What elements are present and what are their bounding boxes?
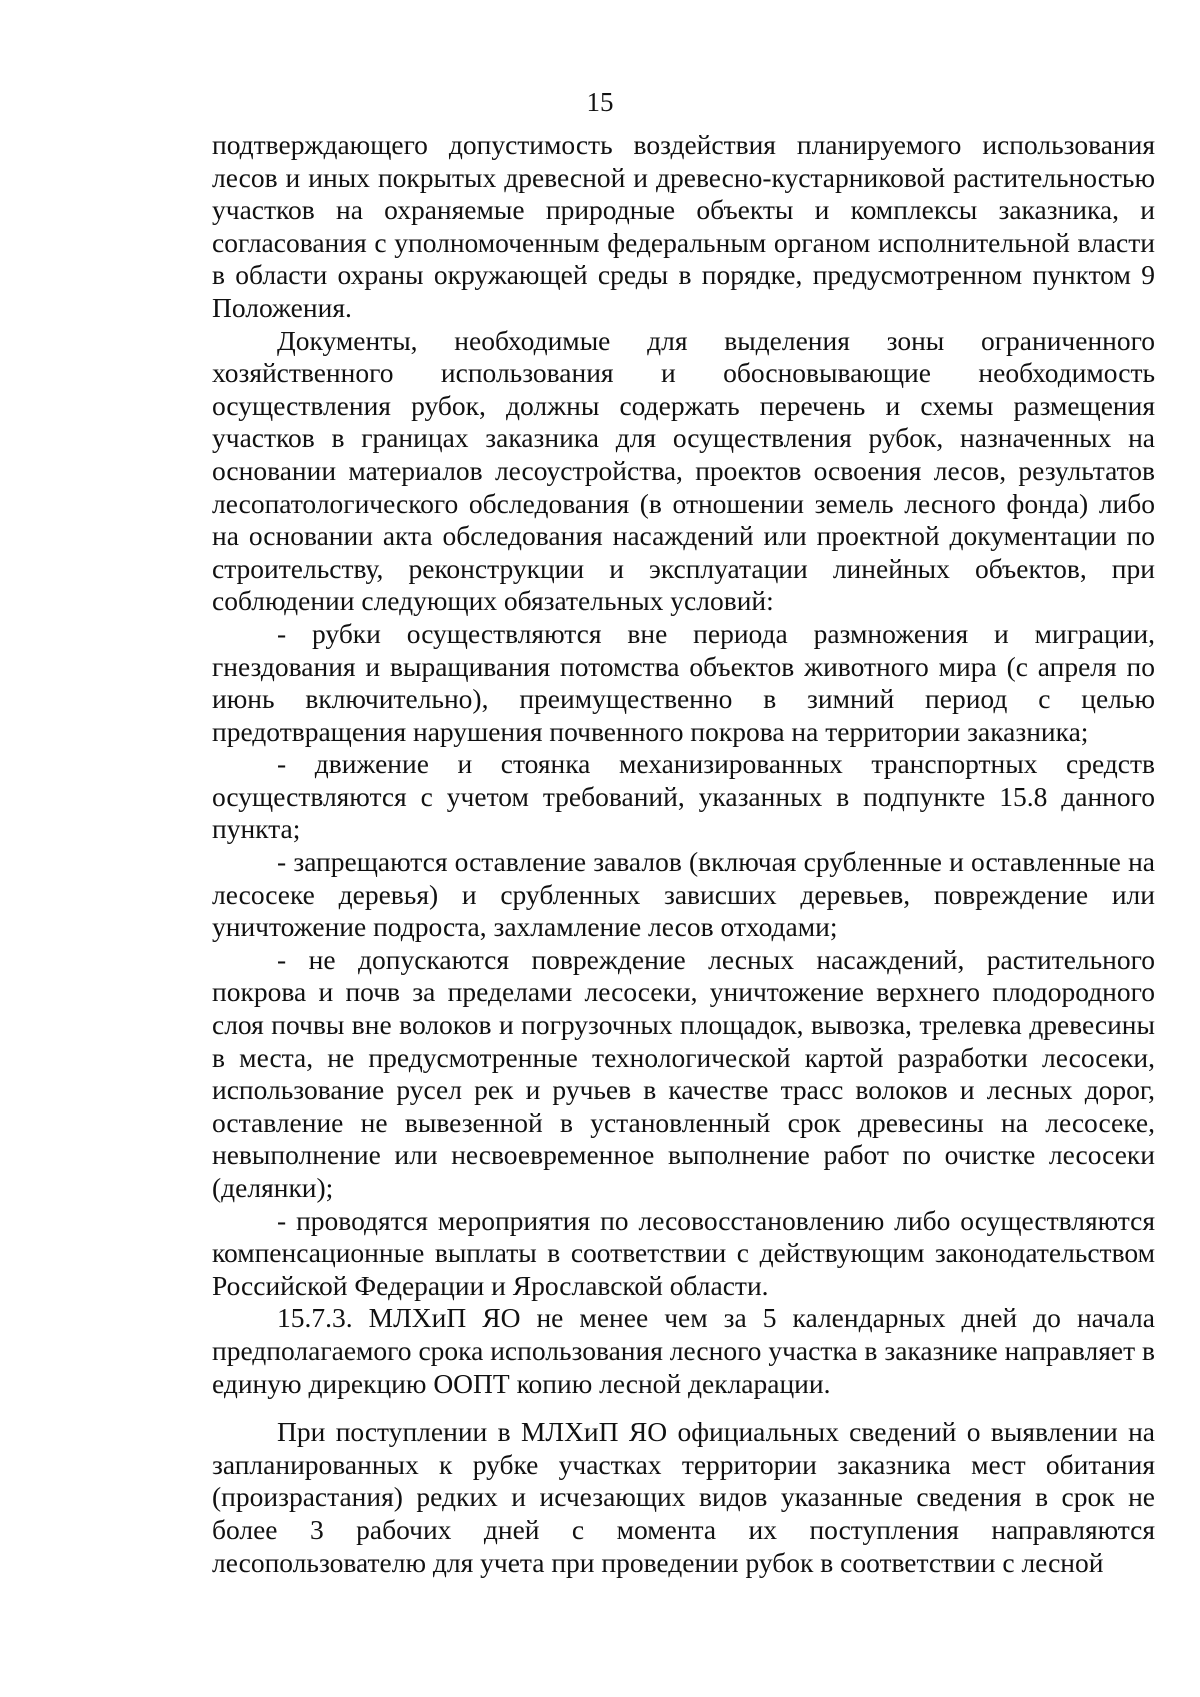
list-item: - движение и стоянка механизированных транспортных средств осуществляются с учетом требований, указанных в подпункте 15.8 данного пункта; <box>212 748 1155 845</box>
paragraph: Документы, необходимые для выделения зоны ограниченного хозяйственного использования и обосновывающие необходимость осуществления рубок, должны содержать перечень и схемы размещения участков в границах заказника для осуществления рубок, назначенных на основании материалов лесоустройства, проектов освоения лесов, результатов лесопатологического обследования (в отношении земель лесного фонда) либо на основании акта обследования насаждений или проектной документации по строительству, реконструкции и эксплуатации линейных объектов, при соблюдении следующих обязательных условий: <box>212 324 1155 617</box>
list-item: - рубки осуществляются вне периода размножения и миграции, гнездования и выращивания потомства объектов животного мира (с апреля по июнь включительно), преимущественно в зимний период с целью предотвращения нарушения почвенного покрова на территории заказника; <box>212 617 1155 747</box>
paragraph: При поступлении в МЛХиП ЯО официальных сведений о выявлении на запланированных к рубке участках территории заказника мест обитания (произрастания) редких и исчезающих видов указанные сведения в срок не более 3 рабочих дней с момента их поступления направляются лесопользователю для учета при проведении рубок в соответствии с лесной <box>212 1416 1155 1578</box>
paragraph: 15.7.3. МЛХиП ЯО не менее чем за 5 календарных дней до начала предполагаемого срока использования лесного участка в заказнике направляет в единую дирекцию ООПТ копию лесной декларации. <box>212 1302 1155 1399</box>
list-item: - проводятся мероприятия по лесовосстановлению либо осуществляются компенсационные выплаты в соответствии с действующим законодательством Российской Федерации и Ярославской области. <box>212 1204 1155 1301</box>
paragraph: подтверждающего допустимость воздействия планируемого использования лесов и иных покрытых древесной и древесно-кустарниковой растительностью участков на охраняемые природные объекты и комплексы заказника, и согласования с уполномоченным федеральным органом исполнительной власти в области охраны окружающей среды в порядке, предусмотренном пунктом 9 Положения. <box>212 129 1155 323</box>
body-text <box>212 129 1155 1579</box>
list-item: - запрещаются оставление завалов (включая срубленные и оставленные на лесосеке деревья) и срубленных зависших деревьев, повреждение или уничтожение подроста, захламление лесов отходами; <box>212 846 1155 943</box>
page-number: 15 <box>586 87 614 117</box>
list-item: - не допускаются повреждение лесных насаждений, растительного покрова и почв за пределами лесосеки, уничтожение верхнего плодородного слоя почвы вне волоков и погрузочных площадок, вывозка, трелевка древесины в места, не предусмотренные технологической картой разработки лесосеки, использование русел рек и ручьев в качестве трасс волоков и лесных дорог, оставление не вывезенной в установленный срок древесины на лесосеке, невыполнение или несвоевременное выполнение работ по очистке лесосеки (делянки); <box>212 943 1155 1203</box>
